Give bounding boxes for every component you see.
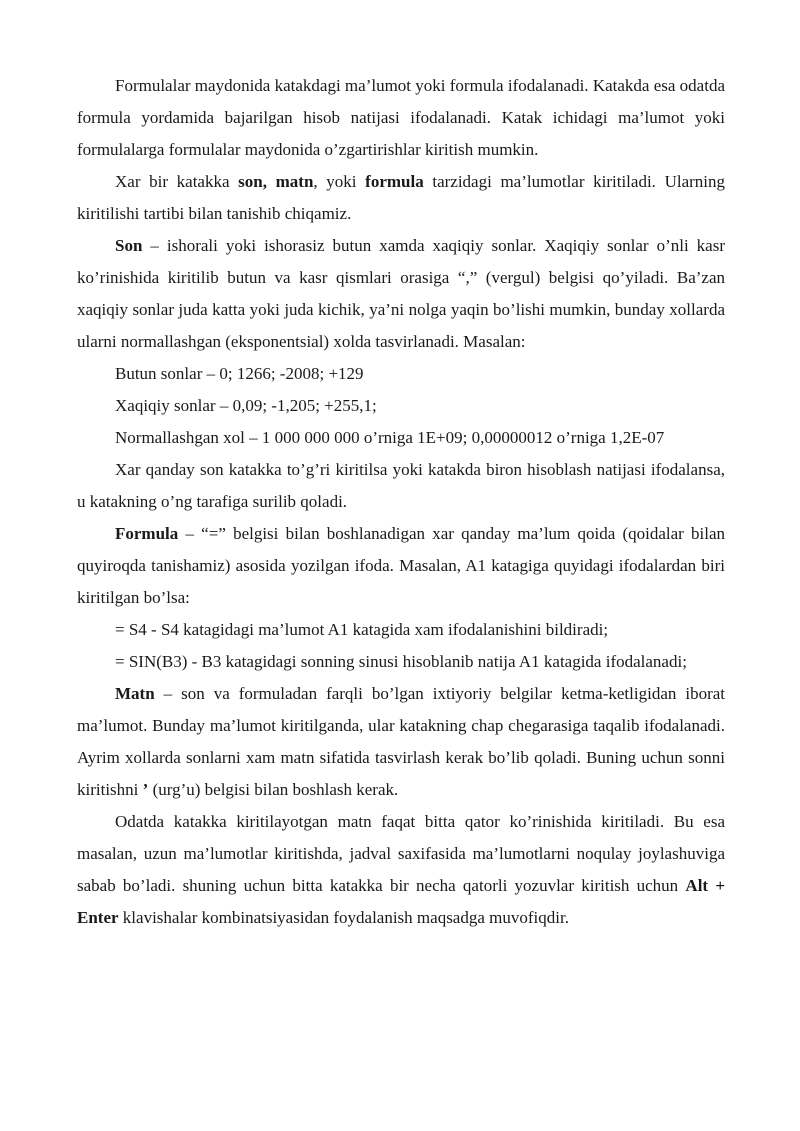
key-combo-alt-enter: Alt + Enter xyxy=(77,876,725,927)
term-son: Son xyxy=(115,236,143,255)
apostrophe-symbol: ’ xyxy=(142,780,149,799)
term-matn: Matn xyxy=(115,684,155,703)
paragraph-son-definition: Son – ishorali yoki ishorasiz butun xamda xaqiqiy sonlar. Xaqiqiy sonlar o’nli kasr ko’rinishida kiritilib butun va kasr qismlari orasiga “,” (vergul) belgisi qo’yiladi. Ba’zan xaqiqiy sonlar juda katta yoki juda kichik, ya’ni nolga yaqin bo’lishi mumkin, bunday xollarda ularni normallashgan (eksponentsial) xolda tasvirlanadi. Masalan: xyxy=(77,236,725,351)
paragraph-data-types: Xar bir katakka son, matn, yoki formula tarzidagi ma’lumotlar kiritiladi. Ularning kiritilishi tartibi bilan tanishib chiqamiz. xyxy=(77,172,725,223)
example-reals: Xaqiqiy sonlar – 0,09; -1,205; +255,1; xyxy=(115,396,377,415)
example-formula-sin: = SIN(B3) - B3 katagidagi sonning sinusi hisoblanib natija A1 katagida ifodalanadi; xyxy=(115,652,687,671)
document-page xyxy=(77,70,725,934)
example-normalized: Normallashgan xol – 1 000 000 000 o’rniga 1E+09; 0,00000012 o’rniga 1,2E-07 xyxy=(115,428,665,447)
paragraph-matn-definition: Matn – son va formuladan farqli bo’lgan ixtiyoriy belgilar ketma-ketligidan iborat ma’lumot. Bunday ma’lumot kiritilganda, ular katakning chap chegarasiga taqalib ifodalanadi. Ayrim xollarda sonlarni xam matn sifatida tasvirlash kerak bo’lib qoladi. Buning uchun sonni kiritishni ’ (urg’u) belgisi bilan boshlash kerak. xyxy=(77,684,725,799)
bold-son-matn: son, matn xyxy=(238,172,314,191)
paragraph-formula-field: Formulalar maydonida katakdagi ma’lumot yoki formula ifodalanadi. Katakda esa odatda formula yordamida bajarilgan hisob natijasi ifodalanadi. Katak ichidagi ma’lumot yoki formulalarga formulalar maydonida o’zgartirishlar kiritish mumkin. xyxy=(77,76,725,159)
example-formula-s4: = S4 - S4 katagidagi ma’lumot A1 katagida xam ifodalanishini bildiradi; xyxy=(115,620,609,639)
example-integers: Butun sonlar – 0; 1266; -2008; +129 xyxy=(115,364,364,383)
bold-formula: formula xyxy=(365,172,424,191)
paragraph-number-alignment: Xar qanday son katakka to’g’ri kiritilsa yoki katakda biron hisoblash natijasi ifodalansa, u katakning o’ng tarafiga surilib qoladi. xyxy=(77,460,725,511)
paragraph-formula-definition: Formula – “=” belgisi bilan boshlanadigan xar qanday ma’lum qoida (qoidalar bilan quyiroqda tanishamiz) asosida yozilgan ifoda. Masalan, A1 katagiga quyidagi ifodalardan biri kiritilgan bo’lsa: xyxy=(77,524,725,607)
term-formula: Formula xyxy=(115,524,179,543)
paragraph-multiline-text: Odatda katakka kiritilayotgan matn faqat bitta qator ko’rinishida kiritiladi. Bu esa masalan, uzun ma’lumotlar kiritishda, jadval saxifasida ma’lumotlarni noqulay joylashuviga sabab bo’ladi. shuning uchun bitta katakka bir necha qatorli yozuvlar kiritish uchun Alt + Enter klavishalar kombinatsiyasidan foydalanish maqsadga muvofiqdir. xyxy=(77,812,725,927)
